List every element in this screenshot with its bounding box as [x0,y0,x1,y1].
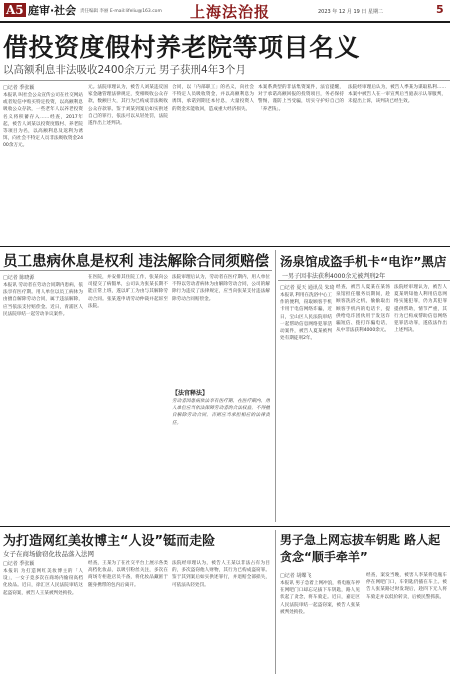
article4-subheadline: 女子在商场偷窃化妆品落入法网 [3,550,94,558]
lead-col-4: 本案系典型的非法集资案件，法官提醒，对于承诺高额回报的投资项目，务必保持警惕，谨防上当受骗，切实守护好自己的「养老钱」。 [258,85,344,112]
article2-headline: 员工患病休息是权利 违法解除合同须赔偿 [3,254,270,270]
lead-col-2: 元。法院审理认为，被告人刘某违反国家金融管理法律规定，变相吸收公众存款，数额巨大，其行为已构成非法吸收公众存款罪。鉴于刘某到案后如实供述自己的罪行，依法可以从轻处罚，法院遂作出上述判决。 [88,85,168,127]
article2-byline: □记者 陈晓源 [3,275,35,281]
masthead [0,0,450,22]
legal-note-text: 劳动者因患病依法享有医疗期，在医疗期内，用人单位应当依法保障劳动者的合法权益，不得擅自解除劳动合同，否则应当承担相应的法律责任。 [172,399,270,426]
article4-col-1: 本报讯 为打造网红美妆博主的「人设」，一女子竟多次在商场内偷窃高档化妆品。近日，徐汇区人民法院审结这起盗窃案，被告人王某被判处拘役。 [3,569,83,596]
column-divider [275,250,276,522]
column-divider-bottom [275,530,276,674]
section-rule-1 [0,246,450,247]
article3-byline: □记者 夏天 通讯员 朱琦 [280,285,335,291]
article2-col-3: 法院审理后认为，劳动者在医疗期内，用人单位不得以劳动者病休为由解除劳动合同，公司的解除行为违反了法律规定，应当向张某支付违法解除劳动合同赔偿金。 [172,275,270,302]
article5-col-1: 本报讯 男子急着上网冲浪，将电瓶车停在网吧门口却忘记拔下车钥匙，路人见状起了贪念，将车骑走。近日，嘉定区人民法院审结一起盗窃案，被告人张某被判处拘役。 [280,581,360,615]
page-number: 5 [436,3,444,16]
article3-divider [278,280,450,281]
issue-date: 2023 年 12 月 19 日 星期二 [318,9,383,15]
article3-headline: 汤泉馆成盗手机卡“电诈”黑店 [280,254,447,269]
article3-col-1: 本报讯 利用在洗浴中心工作的便利，窃取顾客手机卡用于电信网络诈骗，近日，宝山区人民法院审结一起帮助信息网络犯罪活动案件，被告人夏某被判处有期徒刑2年。 [280,293,332,342]
article3-subheadline: 一男子因非法获利4000余元被判刑2年 [282,273,386,280]
article4-col-3: 法院经审理认为，被告人王某以非法占有为目的，多次盗窃他人财物，其行为已构成盗窃罪。鉴于其到案后如实供述罪行，并退赔全部损失，可依法从轻处罚。 [172,561,270,588]
article5-headline [280,532,450,566]
lead-col-5: 法院经审理后认为，被告人季某为谋取私利……本案中被告人在一审宣判后当庭表示认罪服判，未提出上诉，该判决已经生效。 [348,85,446,105]
article4-byline: □记者 季张颖 [3,561,35,567]
article3-col-3: 法院经审理认为，被告人夏某明知他人利用信息网络实施犯罪，仍为其犯罪提供帮助，情节严重，其行为已构成帮助信息网络犯罪活动罪，遂依法作出上述判决。 [394,285,447,334]
article4-col-2: 经查，王某为了在社交平台上展示各类高档化妆品，以吸引粉丝关注，多次在商场专柜趁店员不备，将化妆品藏匿于随身携带的包内后离开。 [88,561,168,588]
article5-byline: □记者 胡蝶飞 [280,573,312,579]
article4-headline: 为打造网红美妆博主“人设”铤而走险 [3,534,216,549]
article2-col-2: 在医院，并安排其住院工作，张某向公司提交了病假单，公司认为张某长期不能正常上班，遂以旷工为由与其解除劳动合同。张某遂申请劳动仲裁并起诉至法院。 [88,275,168,309]
section-name: 庭审·社会 [28,4,77,17]
masthead-rule [0,21,450,23]
paper-logo: 上海法治报 [190,3,271,21]
section-rule-2 [0,526,450,527]
lead-col-3: 合同，以「内部职工」的名义，向社会不特定人员吸收资金，并以高额利息为诱饵，承诺到期还本付息，大量投资人的资金未能收回，造成重大经济损失。 [172,85,254,112]
editor-line: 责任编辑 李丽 E-mail:lifeliu@163.com [80,9,162,14]
article5-col-2: 经查，案发当晚，被害人李某将电瓶车停在网吧门口，车钥匙仍插在车上。被告人张某路过时发现后，趁四下无人将车骑走并以低价转卖，后被民警抓获。 [366,573,447,600]
article5-headline-text: 男子急上网忘拔车钥匙 路人起贪念“顺手牵羊” [280,533,441,564]
lead-col-1: 本报讯 叫社会公众宣传公司在社交网站或者短信中购买特定投资，以高额利息吸收公众存款，一些老年人以养老投资名义将积蓄存入……经查，2017年起，被告人刘某以投资度假村、养老院等项目为名，以高额利息及返利为诱饵，向社会不特定人员非法吸收资金2400余万元。 [3,93,83,149]
article3-col-2: 经查，被告人夏某在某汤泉馆担任服务员期间，趁顾客洗浴之机，偷偷取出顾客手机内的电话卡，提供给电诈团伙用于发送诈骗短信、拨打诈骗电话，从中非法获利4000余元。 [336,285,390,334]
legal-note-heading: 【法官释法】 [172,390,209,397]
lead-byline: □记者 季张颖 [3,85,35,91]
article2-col-1: 本报讯 劳动者在劳动合同期内患病，依法享有医疗期。用人单位以员工病休为由擅自解除劳动合同，属于违法解除，应当依法支付赔偿金。近日，青浦区人民法院审结一起劳动争议案件。 [3,283,83,317]
article2-divider [0,270,272,271]
lead-subheadline: 以高额利息非法吸收2400余万元 男子获刑4年3个月 [3,64,246,76]
lead-divider [0,80,450,81]
lead-headline: 借投资度假村养老院等项目名义 [3,33,361,62]
page-code: A5 [6,3,24,17]
